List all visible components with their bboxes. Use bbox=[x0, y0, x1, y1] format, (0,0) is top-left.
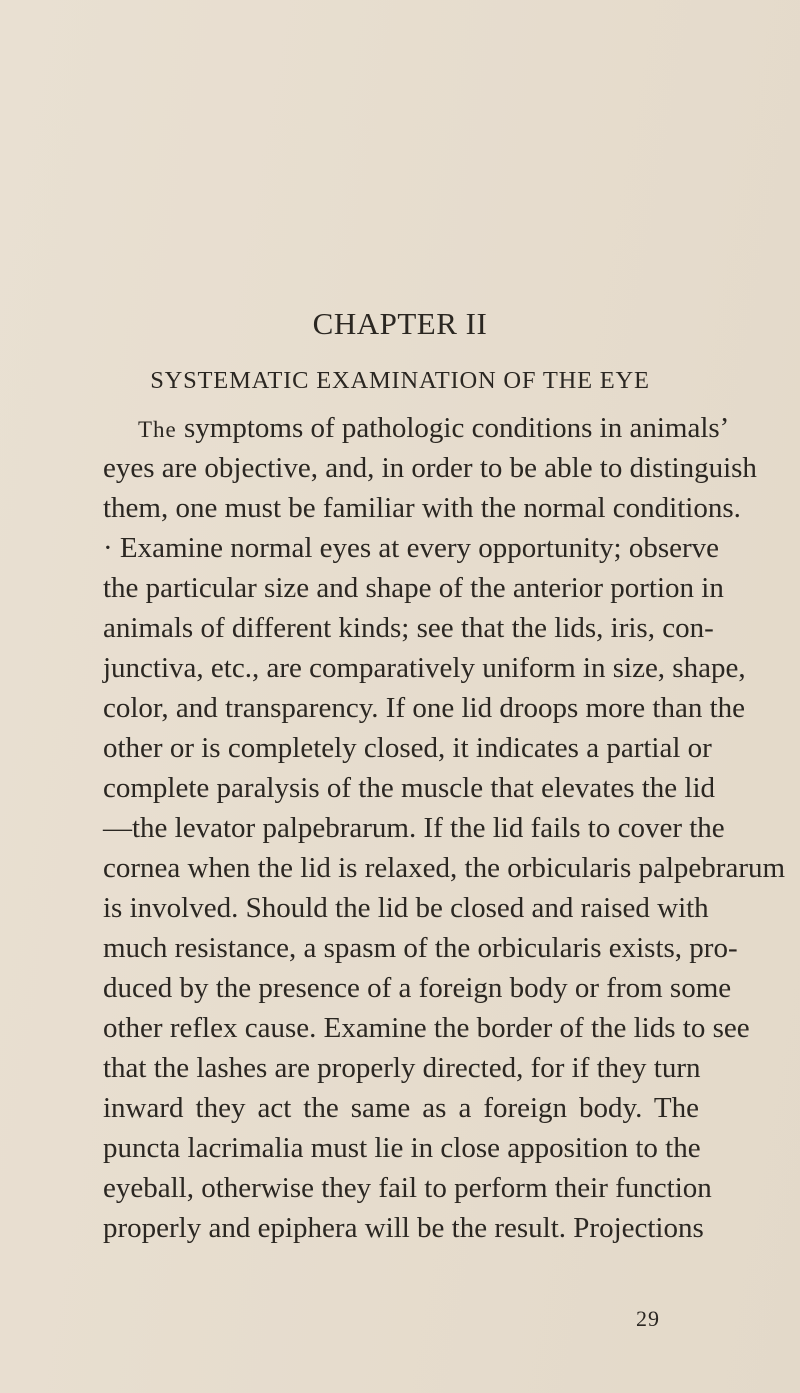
section-title: SYSTEMATIC EXAMINATION OF THE EYE bbox=[150, 367, 650, 394]
text-line: eyes are objective, and, in order to be able to distinguish bbox=[103, 452, 757, 484]
text-line: junctiva, etc., are comparatively uniform in size, shape, bbox=[103, 652, 746, 684]
text-line: animals of different kinds; see that the lids, iris, con- bbox=[103, 612, 714, 644]
page-number: 29 bbox=[636, 1306, 660, 1331]
text-line: much resistance, a spasm of the orbicularis exists, pro- bbox=[103, 932, 738, 964]
chapter-heading: CHAPTER II bbox=[312, 306, 488, 341]
text-line: the particular size and shape of the anterior portion in bbox=[103, 572, 724, 604]
text-line: color, and transparency. If one lid droops more than the bbox=[103, 692, 745, 724]
text-line: eyeball, otherwise they fail to perform their function bbox=[103, 1172, 712, 1204]
text-line: them, one must be familiar with the normal conditions. bbox=[103, 492, 741, 524]
text-line: complete paralysis of the muscle that elevates the lid bbox=[103, 772, 716, 804]
text-line: properly and epiphera will be the result. Projections bbox=[103, 1212, 704, 1244]
text-line: cornea when the lid is relaxed, the orbicularis palpebrarum bbox=[103, 852, 786, 884]
text-line: The symptoms of pathologic conditions in animals’ bbox=[138, 412, 730, 444]
text-line: that the lashes are properly directed, for if they turn bbox=[103, 1052, 701, 1084]
body-paragraph bbox=[103, 408, 800, 1248]
first-word: The bbox=[138, 417, 177, 442]
text-line: inward they act the same as a foreign body. The bbox=[103, 1092, 699, 1124]
text-line: · Examine normal eyes at every opportunity; observe bbox=[103, 532, 720, 564]
text-line: puncta lacrimalia must lie in close apposition to the bbox=[103, 1132, 701, 1164]
text-line: —the levator palpebrarum. If the lid fails to cover the bbox=[103, 812, 725, 844]
text-line: duced by the presence of a foreign body or from some bbox=[103, 972, 732, 1004]
text-line: other reflex cause. Examine the border of the lids to see bbox=[103, 1012, 750, 1044]
text-line: other or is completely closed, it indicates a partial or bbox=[103, 732, 712, 764]
text-line: is involved. Should the lid be closed and raised with bbox=[103, 892, 709, 924]
